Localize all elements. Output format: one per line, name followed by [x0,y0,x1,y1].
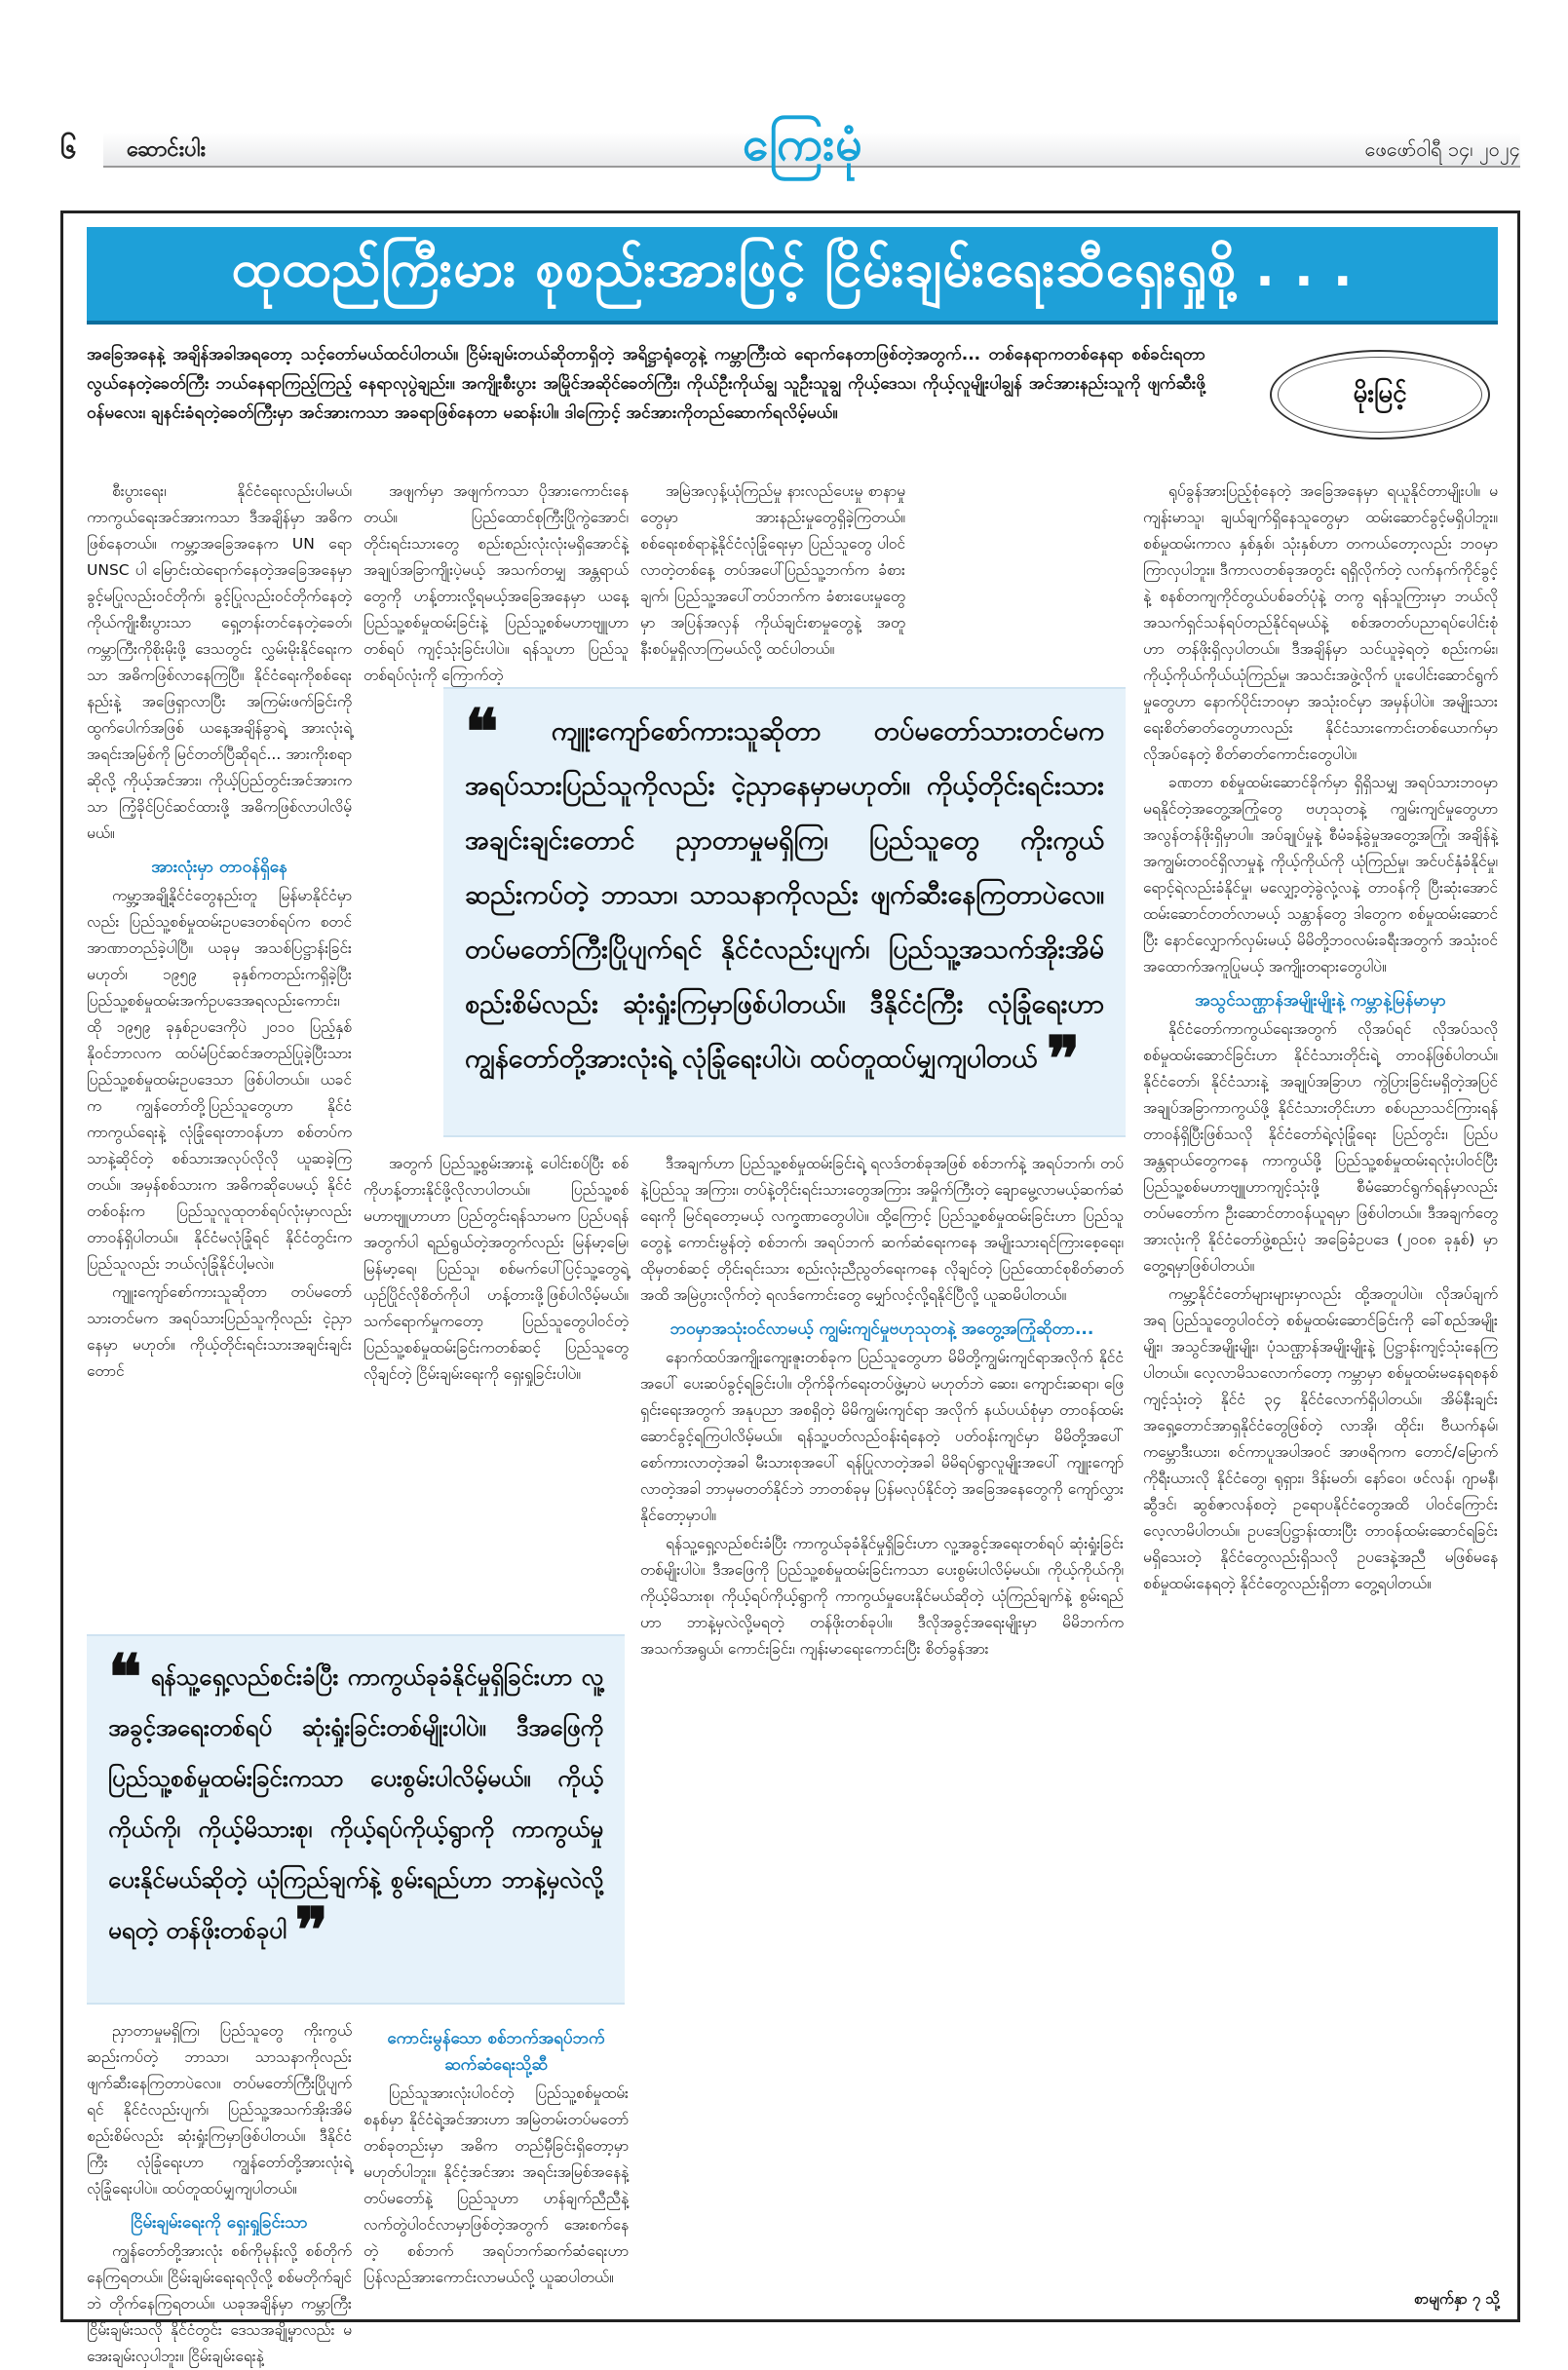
open-quote-icon: ❝ [465,696,499,769]
subheading: ငြိမ်းချမ်းရေးကို ရှေးရှုခြင်းသာ [131,2213,308,2233]
paragraph: ကျူးကျော်စော်ကားသူဆိုတာ တပ်မတော်သားတင်မက အရပ်သားပြည်သူကိုလည်း ငဲ့ညှာနေမှာ မဟုတ်။ ကိုယ့်တိုင်းရင်းသားအချင်းချင်းတောင် [87,1283,352,1380]
issue-date: ဖေဖော်ဝါရီ ၁၄၊ ၂၀၂၄ [1364,137,1520,161]
article-intro: အခြေအနေနဲ့ အချိန်အခါအရတော့ သင့်တော်မယ်ထင်ပါတယ်။ ငြိမ်းချမ်းတယ်ဆိုတာရှိတဲ့ အရိဋ္ဌာရုံတွေနဲ့ ကမ္ဘာကြီးထဲ ရောက်နေတာဖြစ်တဲ့အတွက်... တစ်နေရာကတစ်နေရာ စစ်ခင်းရတာ လွယ်နေတဲ့ခေတ်ကြီး ဘယ်နေရာကြည့်ကြည့် နေရာလုပွဲချည်း။ အကျိုးစီးပွား အမြိုင်အဆိုင်ခေတ်ကြီး၊ ကိုယ်ဦးကိုယ်ချွ သူဦးသူချွ ကိုယ့်ဒေသ၊ ကိုယ့်လူမျိုးပါချွန် အင်အားနည်းသူကို ဖျက်ဆီးဖို့ ဝန်မလေး၊ ချနင်းခံရတဲ့ခေတ်ကြီးမှာ အင်အားကသာ အခရာဖြစ်နေတာ မဆန်းပါ။ ဒါကြောင့် အင်အားကိုတည်ဆောက်ရလိမ့်မယ်။ [87,345,1205,423]
page-number: ၆ [60,132,77,166]
pull-quote-1 [443,687,1126,1137]
paragraph: ပြည်သူအားလုံးပါဝင်တဲ့ ပြည်သူ့စစ်မှုထမ်းစနစ်မှာ နိုင်ငံရဲ့အင်အားဟာ အမြဲတမ်းတပ်မတော်တစ်ခုတည်းမှာ အဓိက တည်မှီခြင်းရှိတော့မှာ မဟုတ်ပါဘူး။ နိုင်ငံ့အင်အား အရင်းအမြစ်အနေနဲ့ တပ်မတော်နဲ့ ပြည်သူဟာ ဟန်ချက်ညီညီနဲ့ လက်တွဲပါဝင်လာမှာဖြစ်တဲ့အတွက် အေးစက်နေတဲ့ စစ်ဘက် အရပ်ဘက်ဆက်ဆံရေးဟာ ပြန်လည်အားကောင်းလာမယ်လို့ ယူဆပါတယ်။ [363,2084,629,2286]
article-title: ထုထည်ကြီးမား စုစည်းအားဖြင့် ငြိမ်းချမ်းရေးဆီရှေးရှုစို့ . . . [231,240,1354,298]
column-3-middle [640,1151,1124,2184]
page-header [60,115,1520,185]
subheading: အသွင်သဏ္ဌာန်အမျိုးမျိုးနဲ့ ကမ္ဘာနဲ့မြန်မာမှာ [1195,991,1446,1011]
close-quote-icon: ❞ [294,1894,328,1968]
author-badge [1270,350,1490,440]
paragraph: ကမ္ဘာ့နိုင်ငံတော်များများမှာလည်း ထို့အတူပါပဲ။ လိုအပ်ချက်အရ ပြည်သူတွေပါဝင်တဲ့ စစ်မှုထမ်းဆောင်ခြင်းကို ခေါ်စည်အမျိုးမျိုး၊ အသွင်အမျိုးမျိုး၊ ပုံသဏ္ဌာန်အမျိုးမျိုးနဲ့ ပြဋ္ဌာန်းကျင့်သုံးနေကြပါတယ်။ လေ့လာမိသလောက်တော့ ကမ္ဘာမှာ စစ်မှုထမ်းမနေရစနစ်ကျင့်သုံးတဲ့ နိုင်ငံ ၃၄ နိုင်ငံလောက်ရှိပါတယ်။ အိမ်နီးချင်းအရှေ့တောင်အာရှနိုင်ငံတွေဖြစ်တဲ့ လာအို၊ ထိုင်း၊ ဗီယက်နမ်၊ ကမ္ဘောဒီးယား၊ စင်ကာပူအပါအဝင် အာဖရိကက တောင်/မြောက်ကိုရီးယားလို နိုင်ငံတွေ၊ ရုရှား၊ ဒိန်းမတ်၊ နော်ဝေ၊ ဖင်လန်၊ ဂျာမနီ၊ ဆွီဒင်၊ ဆွစ်ဇာလန်စတဲ့ ဥရောပနိုင်ငံတွေအထိ ပါဝင်ကြောင်း လေ့လာမိပါတယ်။ ဥပဒေပြဋ္ဌာန်းထားပြီး တာဝန်ထမ်းဆောင်ရခြင်းမရှိသေးတဲ့ နိုင်ငံတွေလည်းရှိသလို ဥပဒေနဲ့အညီ မဖြစ်မနေ စစ်မှုထမ်းနေရတဲ့ နိုင်ငံတွေလည်းရှိတာ တွေ့ရပါတယ်။ [1143,1285,1498,1592]
column-2-bottom [363,2018,629,2301]
column-1 [87,478,352,1619]
column-1-bottom [87,2018,352,2365]
subheading: ကောင်းမွန်သော စစ်ဘက်အရပ်ဘက် ဆက်ဆံရေးသို့ဆီ [387,2029,605,2075]
paragraph: ညှာတာမှုမရှိကြ၊ ပြည်သူတွေ ကိုးကွယ်ဆည်းကပ်တဲ့ ဘာသာ၊ သာသနာကိုလည်း ဖျက်ဆီးနေကြတာပဲလေ။ တပ်မတော်ကြီးပြိုပျက်ရင် နိုင်ငံလည်းပျက်၊ ပြည်သူ့အသက်အိုးအိမ် စည်းစိမ်လည်း ဆုံးရှုံးကြမှာဖြစ်ပါတယ်။ ဒီနိုင်ငံကြီး လုံခြုံရေးဟာ ကျွန်တော်တို့အားလုံးရဲ့ လုံခြုံရေးပါပဲ။ ထပ်တူထပ်မျှကျပါတယ်။ [87,2022,352,2198]
column-4 [1143,478,1498,2194]
masthead-logo: ကြေးမုံ [743,117,863,172]
paragraph: စီးပွားရေး၊ နိုင်ငံရေးလည်းပါမယ်၊ ကာကွယ်ရေးအင်အားကသာ ဒီအချိန်မှာ အဓိကဖြစ်နေတယ်။ ကမ္ဘာ့အခြေအနေက UN ရော UNSC ပါ မြောင်းထဲရောက်နေတဲ့အခြေအနေမှာ ခွင့်မပြုလည်းဝင်တိုက်၊ ခွင့်ပြုလည်းဝင်တိုက်နေတဲ့ ကိုယ်ကျိုးစီးပွားသာ ရှေ့တန်းတင်နေတဲ့ခေတ်၊ ကမ္ဘာကြီးကိုစိုးမိုးဖို့ ဒေသတွင်း လွှမ်းမိုးနိုင်ရေးကသာ အဓိကဖြစ်လာနေကြပြီ။ နိုင်ငံရေးကိုစစ်ရေးနည်းနဲ့ အဖြေရှာလာပြီး အကြမ်းဖက်ခြင်းကို ထွက်ပေါက်အဖြစ် ယနေ့အချိန်ခွာရဲ့ အားလုံးရဲ့ အရင်းအမြစ်ကို မြင်တတ်ပြီဆိုရင်... အားကိုးစရာဆိုလို့ ကိုယ့်အင်အား၊ ကိုယ့်ပြည်တွင်းအင်အားကသာ ကြံ့ခိုင်ပြင်ဆင်ထားဖို့ အဓိကဖြစ်လာပါလိမ့်မယ်။ [87,482,352,842]
column-2-top [363,478,629,684]
close-quote-icon: ❞ [1046,1023,1081,1096]
column-3-top [640,478,905,673]
paragraph: ဒီအချက်ဟာ ပြည်သူ့စစ်မှုထမ်းခြင်းရဲ့ ရလဒ်တစ်ခုအဖြစ် စစ်ဘက်နဲ့ အရပ်ဘက်၊ တပ်နဲ့ပြည်သူ အကြား၊ တပ်နဲ့တိုင်းရင်းသားတွေအကြား အမှိုက်ကြီးတဲ့ ချောမွေ့လာမယ့်ဆက်ဆံရေးကို မြင်ရတော့မယ့် လက္ခဏာတွေပါပဲ။ ထို့ကြောင့် ပြည်သူ့စစ်မှုထမ်းခြင်းဟာ ပြည်သူတွေနဲ့ ကောင်းမွန်တဲ့ စစ်ဘက်၊ အရပ်ဘက် ဆက်ဆံရေးကနေ အမျိုးသားရင်ကြားစေ့ရေး၊ ထိုမှတစ်ဆင့် တိုင်းရင်းသား စည်းလုံးညီညွတ်ရေးကနေ လိုချင်တဲ့ ပြည်ထောင်စုစိတ်ဓာတ်အထိ အမြဲပွားလိုက်တဲ့ ရလဒ်ကောင်းတွေ မျှော်လင့်လို့ရနိုင်ပြီလို့ ယူဆမိပါတယ်။ [640,1155,1124,1304]
author-name: မိုးမြင့် [1278,357,1482,433]
article-frame [60,210,1520,2365]
paragraph: ရန်သူ့ရှေ့လည်စင်းခံပြီး ကာကွယ်ခုခံနိုင်မှုရှိခြင်းဟာ လူ့အခွင့်အရေးတစ်ရပ် ဆုံးရှုံးခြင်းတစ်မျိုးပါပဲ။ ဒီအဖြေကို ပြည်သူ့စစ်မှုထမ်းခြင်းကသာ ပေးစွမ်းပါလိမ့်မယ်။ ကိုယ့်ကိုယ်ကို၊ ကိုယ့်မိသားစု၊ ကိုယ့်ရပ်ကိုယ့်ရွာကို ကာကွယ်မှုပေးနိုင်မယ်ဆိုတဲ့ ယုံကြည်ချက်နဲ့ စွမ်းရည်ဟာ ဘာနဲ့မှလဲလို့မရတဲ့ တန်ဖိုးတစ်ခုပါ။ ဒီလိုအခွင့်အရေးမျိုးမှာ မိမိဘက်က အသက်အရွယ်၊ ကောင်းခြင်း၊ ကျန်းမာရေးကောင်းပြီး စိတ်ခွန်အား [640,1535,1124,1658]
paragraph: ကမ္ဘာ့အချို့နိုင်ငံတွေနည်းတူ မြန်မာနိုင်ငံမှာလည်း ပြည်သူ့စစ်မှုထမ်းဥပဒေတစ်ရပ်က စတင်အာဏာတည်ခဲ့ပါပြီ။ ယခုမှ အသစ်ပြဋ္ဌာန်းခြင်းမဟုတ်၊ ၁၉၅၉ ခုနှစ်ကတည်းကရှိခဲ့ပြီး ပြည်သူ့စစ်မှုထမ်းအက်ဥပဒေအရလည်းကောင်း၊ ထို ၁၉၅၉ ခုနှစ်ဥပဒေကိုပဲ ၂၀၁၀ ပြည့်နှစ် နိုဝင်ဘာလက ထပ်မံပြင်ဆင်အတည်ပြုခဲ့ပြီးသား ပြည်သူ့စစ်မှုထမ်းဥပဒေသာ ဖြစ်ပါတယ်။ ယခင်က ကျွန်တော်တို့ပြည်သူတွေဟာ နိုင်ငံကာကွယ်ရေးနဲ့ လုံခြုံရေးတာဝန်ဟာ စစ်တပ်ကသာနဲ့ဆိုင်တဲ့ စစ်သားအလုပ်လိုလို ယူဆခဲ့ကြတယ်။ အမှန်စစ်သားက အဓိကဆိုပေမယ့် နိုင်ငံတစ်ဝန်းက ပြည်သူလူထုတစ်ရပ်လုံးမှာလည်း တာဝန်ရှိပါတယ်။ နိုင်ငံမလုံခြုံရင် နိုင်ငံတွင်းက ပြည်သူလည်း ဘယ်လုံခြုံနိုင်ပါ့မလဲ။ [87,887,352,1273]
paragraph: နိုင်ငံတော်ကာကွယ်ရေးအတွက် လိုအပ်ရင် လိုအပ်သလို စစ်မှုထမ်းဆောင်ခြင်းဟာ နိုင်ငံသားတိုင်းရဲ့ တာဝန်ဖြစ်ပါတယ်။ နိုင်ငံတော်၊ နိုင်ငံသားနဲ့ အချုပ်အခြာပာ ကွဲပြားခြင်းမရှိတဲ့အပြင် အချုပ်အခြာကာကွယ်ဖို့ နိုင်ငံသားတိုင်းဟာ စစ်ပညာသင်ကြားရန် တာဝန်ရှိပြီးဖြစ်သလို နိုင်ငံတော်ရဲ့လုံခြုံရေး ပြည်တွင်း၊ ပြည်ပ အန္တရာယ်တွေကနေ ကာကွယ်ဖို့ ပြည်သူ့စစ်မှုထမ်းရလုံးပါဝင်ပြီး ပြည်သူ့စစ်မဟာဗျူဟာကျင့်သုံးဖို့ စီမံဆောင်ရွက်ရန်မှာလည်း တပ်မတော်က ဦးဆောင်တာဝန်ယူရမှာ ဖြစ်ပါတယ်။ ဒီအချက်တွေအားလုံးကို နိုင်ငံတော်ဖွဲ့စည်းပုံ အခြေခံဥပဒေ (၂၀၀၈ ခုနှစ်) မှာ တွေ့ရမှာဖြစ်ပါတယ်။ [1143,1020,1498,1275]
paragraph: ကျွန်တော်တို့အားလုံး စစ်ကိုမုန်းလို့ စစ်တိုက်နေကြရတယ်။ ငြိမ်းချမ်းရေးရလိုလို့ စစ်မတိုက်ချင်ဘဲ တိုက်နေကြရတယ်။ ယခုအချိန်မှာ ကမ္ဘာကြီးငြိမ်းချမ်းသလို နိုင်ငံတွင်း ဒေသအချို့မှာလည်း မအေးချမ်းလှပါဘူး။ ငြိမ်းချမ်းရေးနဲ့ [87,2242,352,2365]
pull-quote-2 [87,1634,625,2005]
paragraph: အဖျက်မှာ အဖျက်ကသာ ပိုအားကောင်းနေတယ်။ ပြည်ထောင်စုကြီးပြိုကွဲအောင်၊ တိုင်းရင်းသားတွေ စည်းစည်းလုံးလုံးမရှိအောင်နဲ့ အချုပ်အခြာကျိုးပဲ့မယ့် အသက်တမျှ အန္တရာယ်တွေကို ဟန့်တားလို့ရမယ့်အခြေအနေမှာ ယနေ့ပြည်သူ့စစ်မှုထမ်းခြင်းနဲ့ ပြည်သူ့စစ်မဟာဗျူဟာတစ်ရပ် ကျင့်သုံးခြင်းပါပဲ။ ရန်သူဟာ ပြည်သူတစ်ရပ်လုံးကို ကြောက်တဲ့ [363,482,629,684]
pull-quote-text: ရန်သူ့ရှေ့လည်စင်းခံပြီး ကာကွယ်ခုခံနိုင်မှုရှိခြင်းဟာ လူ့အခွင့်အရေးတစ်ရပ် ဆုံးရှုံးခြင်းတစ်မျိုးပါပဲ။ ဒီအဖြေကို ပြည်သူ့စစ်မှုထမ်းခြင်းကသာ ပေးစွမ်းပါလိမ့်မယ်။ ကိုယ့်ကိုယ်ကို၊ ကိုယ့်မိသားစု၊ ကိုယ့်ရပ်ကိုယ့်ရွာကို ကာကွယ်မှုပေးနိုင်မယ်ဆိုတဲ့ ယုံကြည်ချက်နဲ့ စွမ်းရည်ဟာ ဘာနဲ့မှလဲလို့မရတဲ့ တန်ဖိုးတစ်ခုပါ [108,1663,603,1944]
column-2-middle [363,1151,629,1623]
paragraph: နောက်ထပ်အကျိုးကျေးဇူးတစ်ခုက ပြည်သူတွေဟာ မိမိတို့ကျွမ်းကျင်ရာအလိုက် နိုင်ငံအပေါ် ပေးဆပ်ခွင့်ရခြင်းပါ။ တိုက်ခိုက်ရေးတပ်ဖွဲ့မှာပဲ မဟုတ်ဘဲ ဆေး၊ ကျောင်းဆရာ၊ ဖြေရှင်းရေးအတွက် အနုပညာ အစရှိတဲ့ မိမိကျွမ်းကျင်ရာ အလိုက် နယ်ပယ်စုံမှာ တာဝန်ထမ်းဆောင်ခွင့်ရကြပါလိမ့်မယ်။ ရန်သူ့ပတ်လည်ဝန်းရံနေတဲ့ ပတ်ဝန်းကျင်မှာ မိမိတို့အပေါ် စော်ကားလာတဲ့အခါ မီးသားစုအပေါ် ရန်ပြုလာတဲ့အခါ မိမိရပ်ရွာလူမျိုးအပေါ် ကျူးကျော်လာတဲ့အခါ ဘာမှမတတ်နိုင်ဘဲ ဘာတစ်ခုမှ ပြန်မလုပ်နိုင်တဲ့ အခြေအနေတွေကို ကျော်လွှားနိုင်တော့မှာပါ။ [640,1349,1124,1524]
continued-note: စာမျက်နှာ ၇ သို့ [1414,2290,1500,2308]
subheading: အားလုံးမှာ တာဝန်ရှိနေ [151,858,287,877]
section-label: ဆောင်းပါး [127,137,207,162]
pull-quote-text: ကျူးကျော်စော်ကားသူဆိုတာ တပ်မတော်သားတင်မက အရပ်သားပြည်သူကိုလည်း ငဲ့ညှာနေမှာမဟုတ်။ ကိုယ့်တိုင်းရင်းသားအချင်းချင်းတောင် ညှာတာမှုမရှိကြ၊ ပြည်သူတွေ ကိုးကွယ်ဆည်းကပ်တဲ့ ဘာသာ၊ သာသနာကိုလည်း ဖျက်ဆီးနေကြတာပဲလေ။ တပ်မတော်ကြီးပြိုပျက်ရင် နိုင်ငံလည်းပျက်၊ ပြည်သူ့အသက်အိုးအိမ် စည်းစိမ်လည်း ဆုံးရှုံးကြမှာဖြစ်ပါတယ်။ ဒီနိုင်ငံကြီး လုံခြုံရေးဟာ ကျွန်တော်တို့အားလုံးရဲ့ လုံခြုံရေးပါပဲ၊ ထပ်တူထပ်မျှကျပါတယ် [465,716,1104,1074]
subheading: ဘဝမှာအသုံးဝင်လာမယ့် ကျွမ်းကျင်မှုဗဟုသုတနဲ့ အတွေ့အကြုံဆိုတာ... [669,1319,1094,1339]
title-banner [87,227,1498,325]
paragraph: ရုပ်ခွန်အားပြည့်စုံနေတဲ့ အခြေအနေမှာ ရယူနိုင်တာမျိုးပါ။ မကျန်းမာသူ၊ ချယ်ချက်ရှိနေသူတွေမှာ ထမ်းဆောင်ခွင့်မရှိပါဘူး။ စစ်မှုထမ်းကာလ နှစ်နှစ်၊ သုံးနှစ်ဟာ တကယ်တော့လည်း ဘဝမှာကြာလှပါဘူး။ ဒီကာလတစ်ခုအတွင်း ရရှိလိုက်တဲ့ လက်နက်ကိုင်ခွင့်နဲ့ စနစ်တကျကိုင်တွယ်ပစ်ခတ်ပုံနဲ့ တကွ ရန်သူကြားမှာ ဘယ်လိုအသက်ရှင်သန်ရပ်တည်နိုင်ရမယ်နဲ့ စစ်အတတ်ပညာရပ်ပေါင်းစုံဟာ တန်ဖိုးရှိလှပါတယ်။ ဒီအချိန်မှာ သင်ယူခဲ့ရတဲ့ စည်းကမ်း၊ ကိုယ့်ကိုယ်ကိုယ်ယုံကြည်မှု၊ အသင်းအဖွဲ့လိုက် ပူးပေါင်းဆောင်ရွက်မှုတွေဟာ နောက်ပိုင်းဘဝမှာ အသုံးဝင်မှာ အမှန်ပါပဲ။ အမျိုးသားရေးစိတ်ဓာတ်တွေဟာလည်း နိုင်ငံသားကောင်းတစ်ယောက်မှာလိုအပ်နေတဲ့ စိတ်ဓာတ်ကောင်းတွေပါပဲ။ [1143,482,1498,763]
paragraph: အတွက် ပြည်သူ့စွမ်းအားနဲ့ ပေါင်းစပ်ပြီး စစ်ကိုဟန့်တားနိုင်ဖို့လိုလာပါတယ်။ ပြည်သူ့စစ် မဟာဗျူဟာဟာ ပြည်တွင်းရန်သာမက ပြည်ပရန်အတွက်ပါ ရည်ရွယ်တဲ့အတွက်လည်း မြန်မာ့မြေ၊ မြန်မာ့ရေ၊ ပြည်သူ၊ စစ်မက်ပေါ်ပြင့်သူ့တွေရဲ့ ယှဉ်ပြိုင်လိုစိတ်ကိုပါ ဟန့်တားဖို့ဖြစ်ပါလိမ့်မယ်။ သက်ရောက်မှုကတော့ ပြည်သူတွေပါဝင်တဲ့ ပြည်သူ့စစ်မှုထမ်းခြင်းကတစ်ဆင့် ပြည်သူတွေ လိုချင်တဲ့ ငြိမ်းချမ်းရေးကို ရှေးရှုခြင်းပါပဲ။ [363,1155,629,1383]
paragraph: အမြဲအလှန့်ယုံကြည်မှု နားလည်ပေးမှု စာနာမှုတွေမှာ အားနည်းမှုတွေရှိခဲ့ကြတယ်။ စစ်ရေးစစ်ရာနဲ့နိုင်ငံလုံခြုံရေးမှာ ပြည်သူတွေ ပါဝင်လာတဲ့တစ်နေ့ တပ်အပေါ်ပြည်သူ့ဘက်က ခံစားချက်၊ ပြည်သူ့အပေါ်တပ်ဘက်က ခံစားပေးမှုတွေမှာ အပြန်အလှန် ကိုယ်ချင်းစာမှုတွေနဲ့ အတူ နီးစပ်မှုရှိလာကြမယ်လို့ ထင်ပါတယ်။ [640,482,905,658]
open-quote-icon: ❝ [108,1641,142,1714]
paragraph: ခဏတာ စစ်မှုထမ်းဆောင်ခိုက်မှာ ရှိရှိသမျှ အရပ်သားဘဝမှာ မရနိုင်တဲ့အတွေ့အကြုံတွေ ဗဟုသုတနဲ့ ကျွမ်းကျင်မှုတွေဟာ အလွန်တန်ဖိုးရှိမှာပါ။ အပ်ချုပ်မှုနဲ့ စီမံခန့်ခွဲမှုအတွေ့အကြုံ၊ အချိန်နဲ့အကျွမ်းတဝင်ရှိလာမှုနဲ့ ကိုယ့်ကိုယ်ကို ယုံကြည်မှု၊ အင်ပင်နှံခံနိုင်မှု၊ ရောင့်ရဲလည်းခံနိုင်မှု၊ မလျှော့တဲ့ခွဲလုံ့လနဲ့ တာဝန်ကို ပြီးဆုံးအောင်ထမ်းဆောင်တတ်လာမယ့် သန္တာန်တွေ ဒါတွေက စစ်မှုထမ်းဆောင်ပြီး နောင်လျှောက်လှမ်းမယ့် မိမိတို့ဘဝလမ်းခရီးအတွက် အသုံးဝင်အထောက်အကူပြုမယ့် အကျိုးတရားတွေပါပဲ။ [1143,774,1498,975]
